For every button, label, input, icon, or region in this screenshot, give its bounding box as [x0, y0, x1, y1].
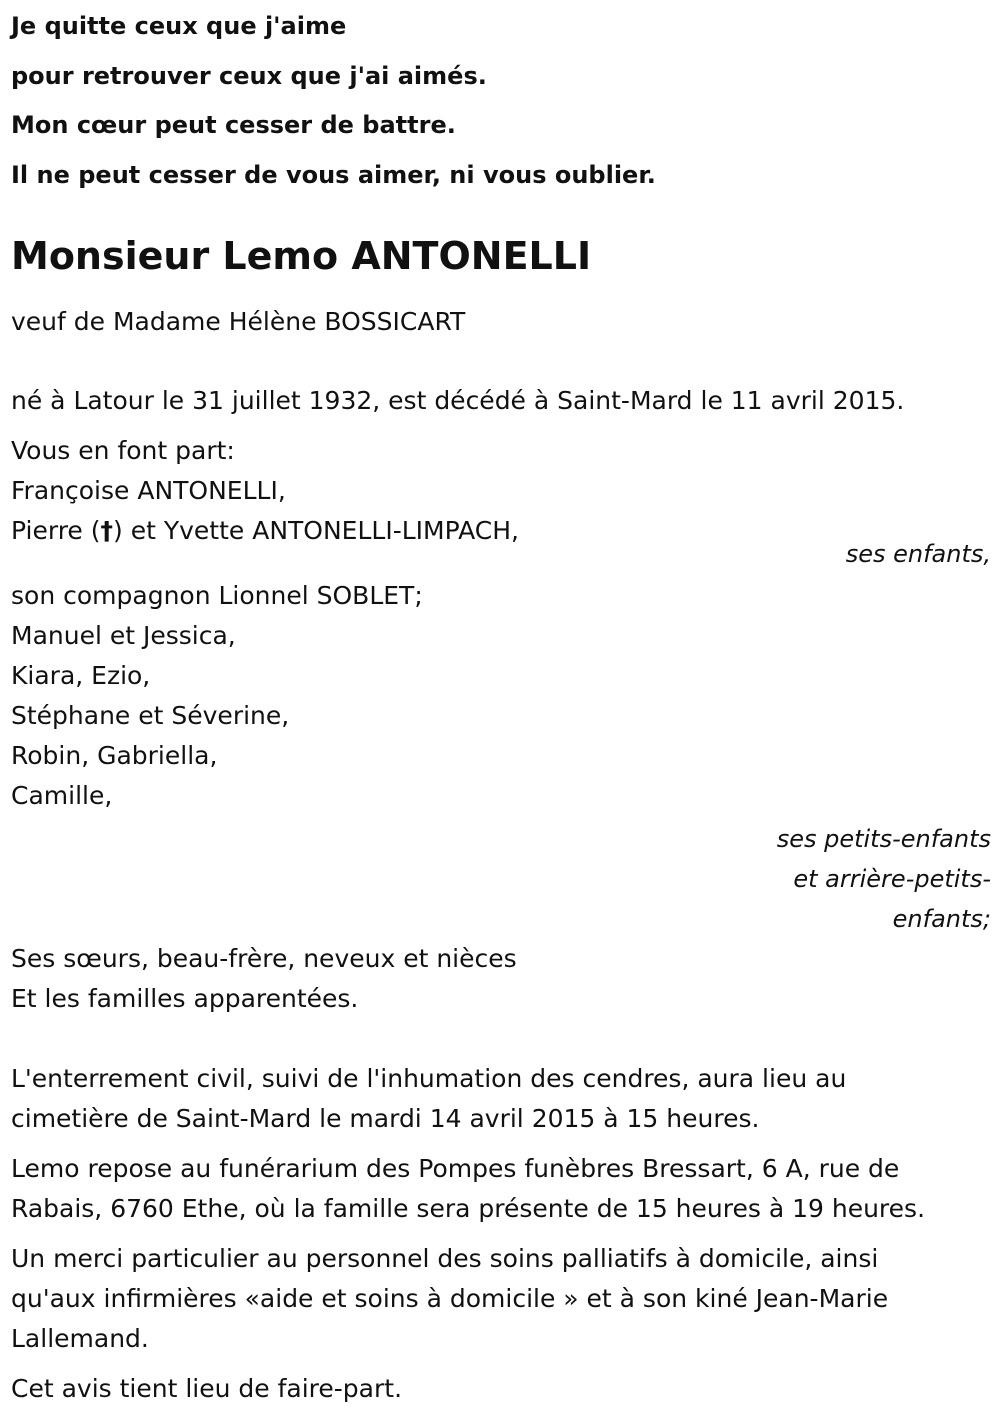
- family-line: Ses sœurs, beau-frère, neveux et nièces: [11, 944, 517, 973]
- grandchild-line: son compagnon Lionnel SOBLET;: [11, 581, 423, 610]
- details: [11, 1059, 993, 1409]
- grandchild-line: Stéphane et Séverine,: [11, 701, 290, 730]
- paragraph-line: Un merci particulier au personnel des soins palliatifs à domicile, ainsi: [11, 1244, 879, 1273]
- poem-line: pour retrouver ceux que j'ai aimés.: [11, 61, 487, 90]
- paragraph-line: Lallemand.: [11, 1324, 149, 1353]
- resting-paragraph: [11, 1149, 993, 1229]
- poem-line: Mon cœur peut cesser de battre.: [11, 111, 456, 139]
- grandchild-line: Robin, Gabriella,: [11, 741, 218, 770]
- deceased-name: Monsieur Lemo ANTONELLI: [11, 234, 592, 278]
- poem-line: Je quitte ceux que j'aime: [11, 12, 347, 40]
- funeral-paragraph: [11, 1059, 993, 1139]
- obituary-notice: [11, 0, 993, 1409]
- children-role: ses enfants,: [845, 540, 991, 568]
- widow-of: veuf de Madame Hélène BOSSICART: [11, 307, 466, 336]
- grandchildren-list: [11, 576, 993, 816]
- grandchild-line: Manuel et Jessica,: [11, 621, 236, 650]
- child-line: Françoise ANTONELLI,: [11, 476, 286, 505]
- poem-line: Il ne peut cesser de vous aimer, ni vous oublier.: [11, 160, 656, 189]
- poem: [11, 2, 993, 200]
- family-line: Et les familles apparentées.: [11, 984, 359, 1013]
- grandchild-line: Camille,: [11, 781, 113, 810]
- cross-icon: †: [100, 516, 114, 545]
- child-name: ) et Yvette ANTONELLI-LIMPACH,: [113, 516, 519, 545]
- grandchildren-role: enfants;: [892, 905, 991, 933]
- child-name: Pierre (: [11, 516, 101, 545]
- paragraph-line: Lemo repose au funérarium des Pompes funèbres Bressart, 6 A, rue de: [11, 1154, 900, 1183]
- paragraph-line: Rabais, 6760 Ethe, où la famille sera présente de 15 heures à 19 heures.: [11, 1194, 926, 1223]
- announcement: [11, 431, 993, 1019]
- grandchildren-role: et arrière-petits-: [793, 865, 991, 893]
- birth-death: né à Latour le 31 juillet 1932, est décédé à Saint-Mard le 11 avril 2015.: [11, 386, 905, 415]
- grandchildren-role: ses petits-enfants: [776, 825, 991, 853]
- paragraph-line: L'enterrement civil, suivi de l'inhumation des cendres, aura lieu au: [11, 1064, 847, 1093]
- grandchild-line: Kiara, Ezio,: [11, 661, 151, 690]
- family-list: [11, 939, 993, 1019]
- announcement-intro: Vous en font part:: [11, 436, 235, 465]
- paragraph-line: cimetière de Saint-Mard le mardi 14 avril 2015 à 15 heures.: [11, 1104, 760, 1133]
- closing-line: Cet avis tient lieu de faire-part.: [11, 1374, 403, 1403]
- paragraph-line: qu'aux infirmières «aide et soins à domicile » et à son kiné Jean-Marie: [11, 1284, 889, 1313]
- thanks-paragraph: [11, 1239, 993, 1359]
